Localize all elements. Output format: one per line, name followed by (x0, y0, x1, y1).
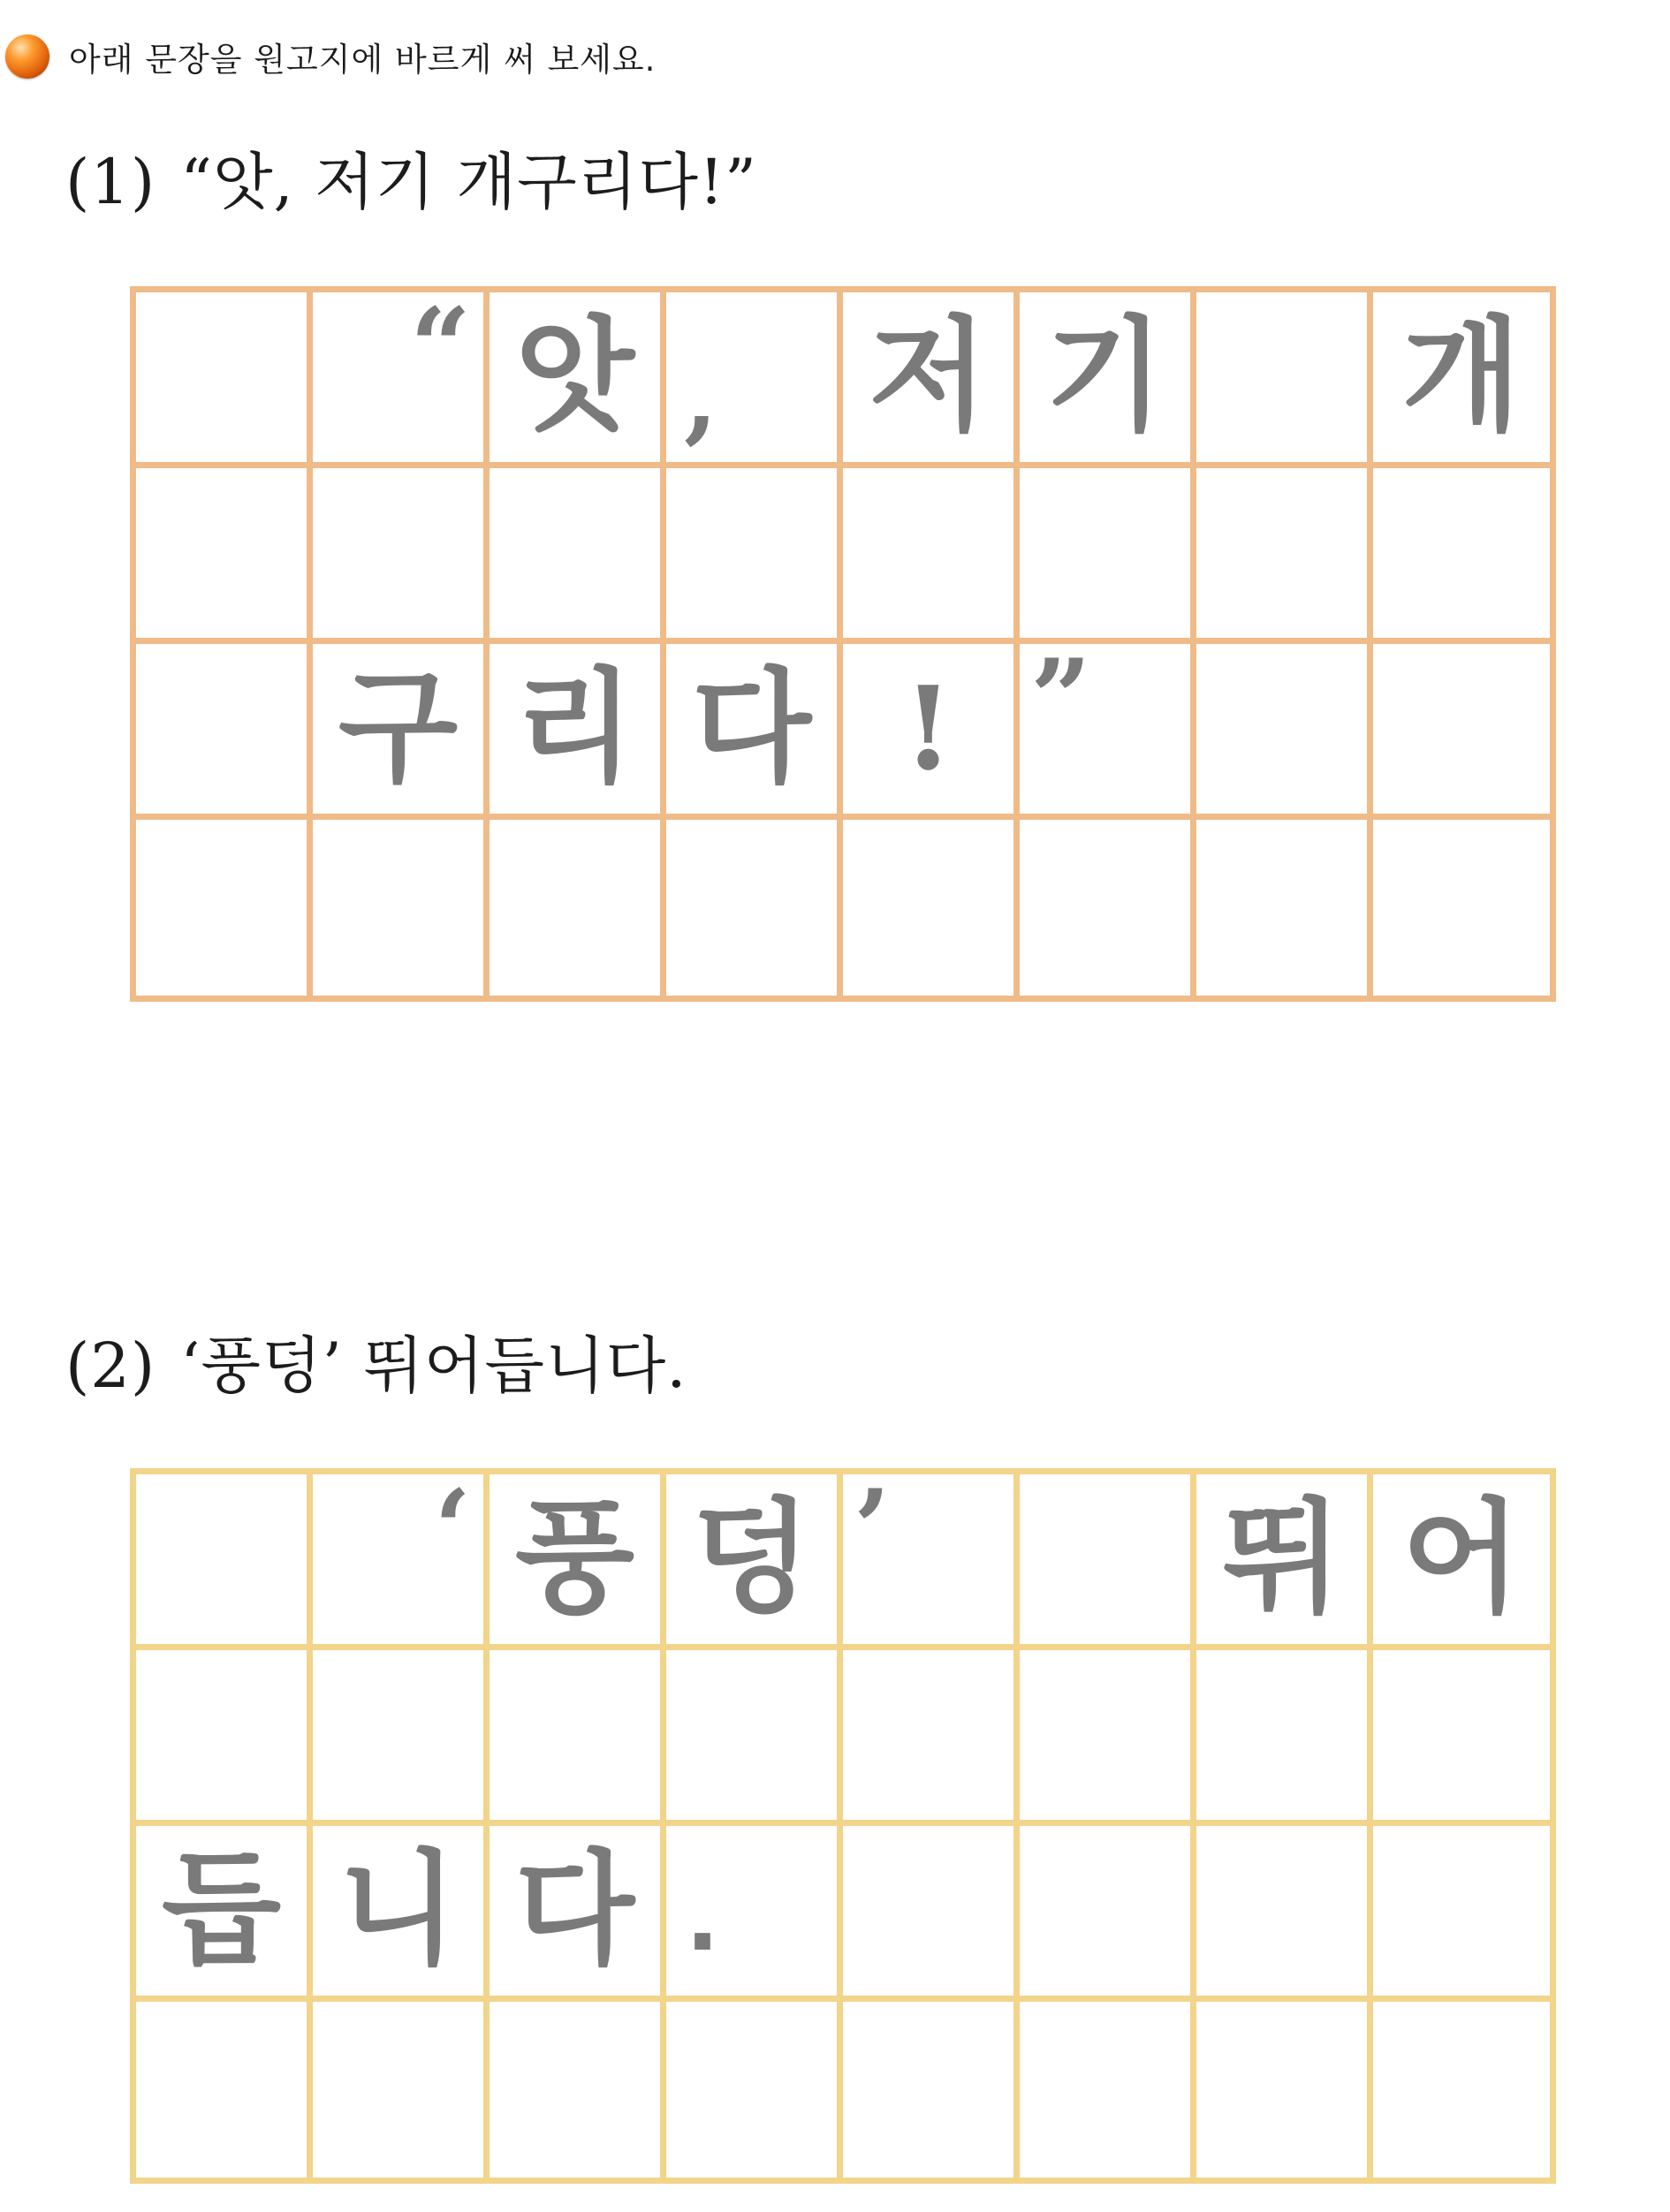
problem-1-sentence: “앗, 저기 개구리다!” (180, 146, 757, 218)
grid-1-cell-r1c1 (136, 292, 313, 468)
problem-1-number: (1) (65, 146, 156, 218)
grid-1-cell-r4c3 (490, 820, 666, 996)
grid-1-cell-r4c6 (1020, 820, 1196, 996)
problem-2-sentence: ‘풍덩’ 뛰어듭니다. (180, 1329, 687, 1402)
grid-1-cell-r3c1 (136, 644, 313, 820)
grid-2-cell-r2c2 (313, 1650, 490, 1826)
grid-1-cell-r1c3: 앗 (490, 292, 666, 468)
grid-2-cell-r3c7 (1196, 1826, 1373, 2002)
grid-2-cell-r4c8 (1373, 2002, 1550, 2178)
instruction (5, 34, 656, 80)
grid-1-cell-r4c4 (666, 820, 843, 996)
grid-2-cell-r3c6 (1020, 1826, 1196, 2002)
grid-2-cell-r4c1 (136, 2002, 313, 2178)
problem-2-number: (2) (65, 1329, 156, 1402)
grid-1-cell-r2c7 (1196, 468, 1373, 644)
grid-2-cell-r1c2: ‘ (313, 1474, 490, 1650)
grid-1-cell-r3c3: 리 (490, 644, 666, 820)
grid-1-cell-r3c6: ” (1020, 644, 1196, 820)
grid-1-cell-r3c8 (1373, 644, 1550, 820)
grid-2-cell-r2c8 (1373, 1650, 1550, 1826)
grid-1-cell-r4c7 (1196, 820, 1373, 996)
grid-2-cell-r4c6 (1020, 2002, 1196, 2178)
grid-1-cell-r4c5 (843, 820, 1020, 996)
grid-1-cell-r1c8: 개 (1373, 292, 1550, 468)
grid-2-cell-r1c3: 풍 (490, 1474, 666, 1650)
manuscript-grid-2 (130, 1468, 1556, 2184)
manuscript-grid-1 (130, 286, 1556, 1002)
grid-1-cell-r4c2 (313, 820, 490, 996)
grid-1-cell-r2c6 (1020, 468, 1196, 644)
grid-2-cell-r2c7 (1196, 1650, 1373, 1826)
grid-1-cell-r2c8 (1373, 468, 1550, 644)
grid-2-cell-r4c5 (843, 2002, 1020, 2178)
grid-2-cell-r4c7 (1196, 2002, 1373, 2178)
grid-1-cell-r4c8 (1373, 820, 1550, 996)
grid-2-cell-r2c5 (843, 1650, 1020, 1826)
grid-2-cell-r4c3 (490, 2002, 666, 2178)
grid-2-cell-r3c3: 다 (490, 1826, 666, 2002)
orange-ball-icon (5, 34, 49, 79)
grid-1-cell-r3c2: 구 (313, 644, 490, 820)
problem-1-title (65, 133, 757, 222)
grid-2-cell-r2c6 (1020, 1650, 1196, 1826)
grid-2-cell-r3c5 (843, 1826, 1020, 2002)
grid-2-cell-r1c1 (136, 1474, 313, 1650)
grid-2-cell-r3c1: 듭 (136, 1826, 313, 2002)
grid-1-cell-r2c5 (843, 468, 1020, 644)
grid-2-cell-r2c1 (136, 1650, 313, 1826)
grid-2-cell-r1c5: ’ (843, 1474, 1020, 1650)
instruction-text: 아래 문장을 원고지에 바르게 써 보세요. (69, 41, 657, 79)
problem-2-title (65, 1316, 687, 1405)
grid-2-cell-r1c8: 어 (1373, 1474, 1550, 1650)
grid-1-cell-r1c5: 저 (843, 292, 1020, 468)
grid-1-cell-r1c6: 기 (1020, 292, 1196, 468)
grid-1-cell-r2c2 (313, 468, 490, 644)
grid-2-cell-r1c6 (1020, 1474, 1196, 1650)
grid-1-cell-r2c3 (490, 468, 666, 644)
grid-1-cell-r3c5: ! (843, 644, 1020, 820)
grid-1-cell-r1c4: , (666, 292, 843, 468)
grid-1-cell-r2c1 (136, 468, 313, 644)
grid-2-cell-r4c4 (666, 2002, 843, 2178)
grid-2-cell-r3c8 (1373, 1826, 1550, 2002)
grid-1-cell-r1c2: “ (313, 292, 490, 468)
grid-2-cell-r1c4: 덩 (666, 1474, 843, 1650)
grid-2-cell-r2c3 (490, 1650, 666, 1826)
grid-1-cell-r1c7 (1196, 292, 1373, 468)
grid-2-cell-r3c2: 니 (313, 1826, 490, 2002)
grid-2-cell-r3c4: . (666, 1826, 843, 2002)
grid-2-cell-r4c2 (313, 2002, 490, 2178)
grid-2-cell-r2c4 (666, 1650, 843, 1826)
grid-1-cell-r3c4: 다 (666, 644, 843, 820)
grid-2-cell-r1c7: 뛰 (1196, 1474, 1373, 1650)
grid-1-cell-r4c1 (136, 820, 313, 996)
grid-1-cell-r2c4 (666, 468, 843, 644)
grid-1-cell-r3c7 (1196, 644, 1373, 820)
